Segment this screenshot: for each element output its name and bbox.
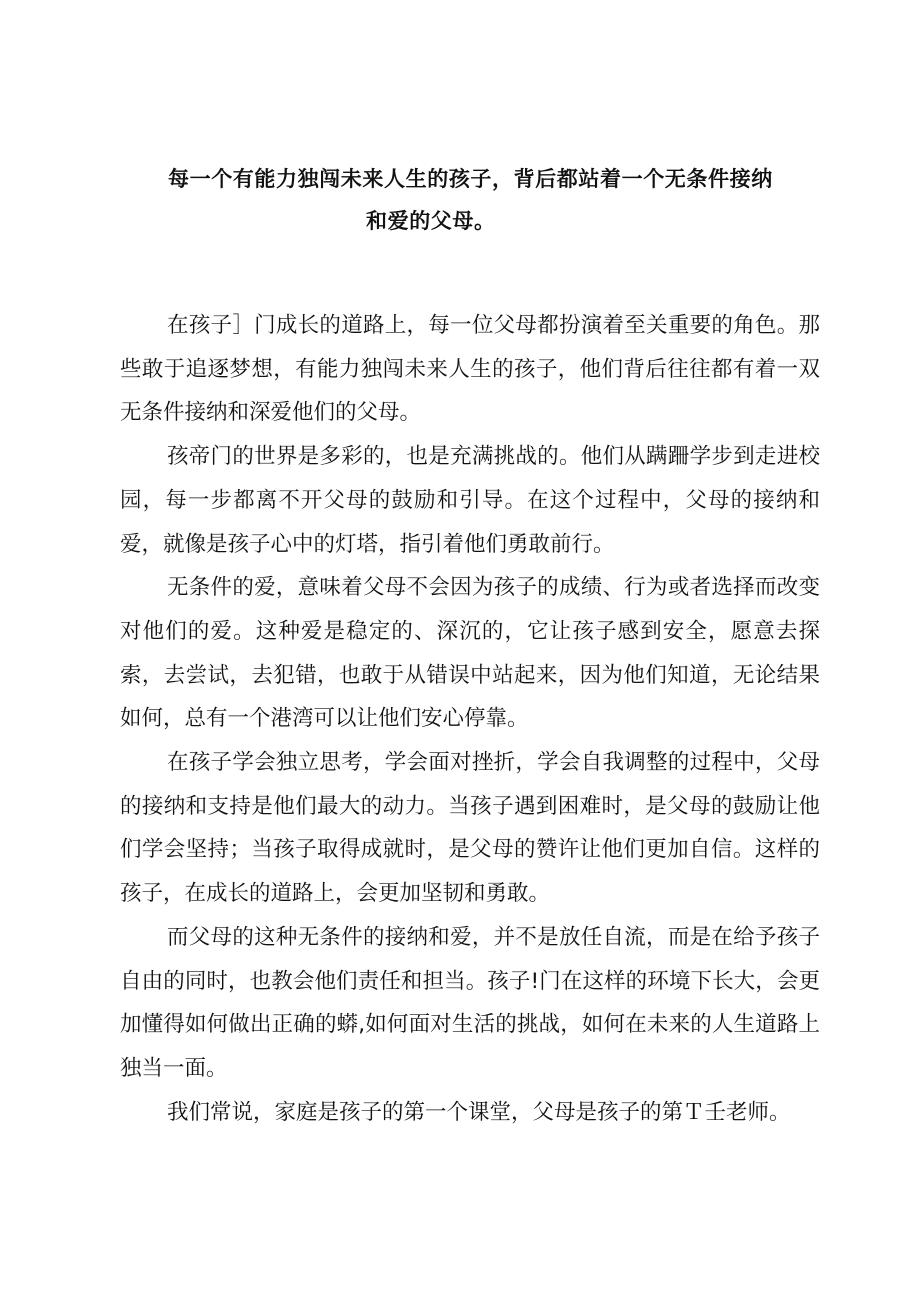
title-line-2: 和爱的父母。 (366, 209, 496, 233)
paragraph-5: 而父母的这种无条件的接纳和爱，并不是放任自流，而是在给予孩子自由的同时，也教会他们责任和担当。孩子!门在这样的环境下长大，会更加懂得如何做出正确的蟒,如何面对生活的挑战，如何在未来的人生道路上独当一面。 (120, 924, 820, 1081)
title-line-1: 每一个有能力独闯未来人生的孩子，背后都站着一个无条件接纳 (168, 167, 773, 191)
paragraph-1: 在孩子］门成长的道路上，每一位父母都扮演着至关重要的角色。那些敢于追逐梦想，有能力独闯未来人生的孩子，他们背后往往都有着一双无条件接纳和深爱他们的父母。 (120, 313, 820, 426)
paragraph-4: 在孩子学会独立思考，学会面对挫折，学会自我调整的过程中，父母的接纳和支持是他们最大的动力。当孩子遇到困难时，是父母的鼓励让他们学会坚持；当孩子取得成就时，是父母的赞许让他们更加自信。这样的孩子，在成长的道路上，会更加坚韧和勇敢。 (120, 750, 820, 907)
document-title (120, 158, 820, 242)
paragraph-3: 无条件的爱，意味着父母不会因为孩子的成绩、行为或者选择而改变对他们的爱。这种爱是稳定的、深沉的，它让孩子感到安全，愿意去探索，去尝试，去犯错，也敢于从错误中站起来，因为他们知道，无论结果如何，总有一个港湾可以让他们安心停靠。 (120, 575, 820, 732)
document-body (120, 304, 820, 1134)
paragraph-6: 我们常说，家庭是孩子的第一个课堂，父母是孩子的第Ｔ壬老师。 (167, 1099, 791, 1125)
paragraph-2: 孩帝门的世界是多彩的，也是充满挑战的。他们从蹒跚学步到走进校园，每一步都离不开父母的鼓励和引导。在这个过程中，父母的接纳和爱，就像是孩子心中的灯塔，指引着他们勇敢前行。 (120, 444, 820, 557)
